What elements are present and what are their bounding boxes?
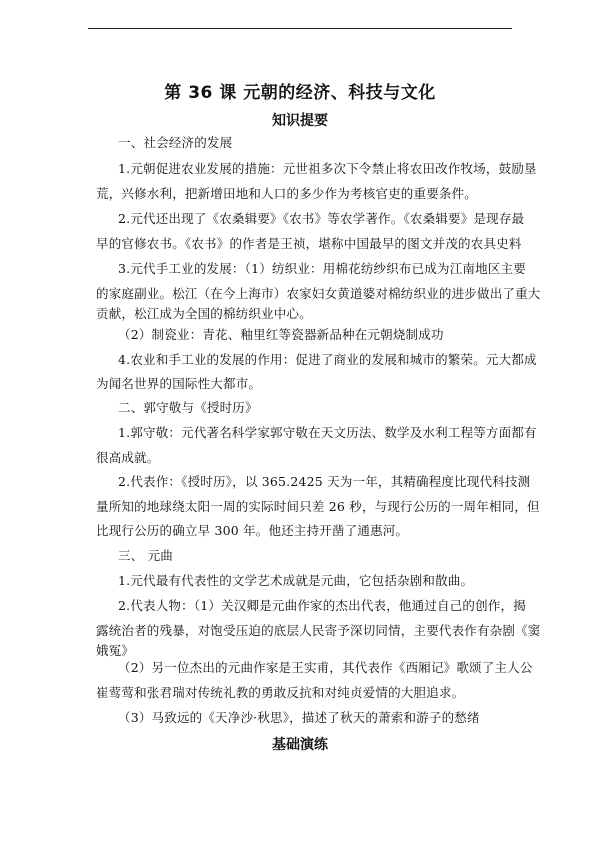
paragraph-line: 2.元代还出现了《农桑辑要》《农书》等农学著作。《农桑辑要》是现存最	[118, 211, 525, 226]
paragraph-line: 崔莺莺和张君瑞对传统礼教的勇敢反抗和对纯贞爱情的大胆追求。	[96, 685, 465, 700]
footer-heading: 基础演练	[272, 737, 328, 753]
paragraph-line: 量所知的地球绕太阳一周的实际时间只差 26 秒，与现行公历的一周年相同，但	[96, 499, 540, 514]
paragraph-line: 3.元代手工业的发展：（1）纺织业：用棉花纺纱织布已成为江南地区主要	[118, 261, 526, 276]
paragraph-line: 露统治者的残暴，对饱受压迫的底层人民寄予深切同情，主要代表作有杂剧《窦	[96, 623, 541, 638]
paragraph-line: 4.农业和手工业的发展的作用：促进了商业的发展和城市的繁荣。元大都成	[118, 352, 537, 367]
page-title: 第 36 课 元朝的经济、科技与文化	[164, 83, 436, 103]
paragraph-line: 很高成就。	[96, 450, 160, 465]
paragraph-line: 三、 元曲	[118, 548, 173, 563]
paragraph-line: （3）马致远的《天净沙·秋思》，描述了秋天的萧索和游子的愁绪	[118, 710, 480, 725]
paragraph-line: 2.代表人物：（1）关汉卿是元曲作家的杰出代表，他通过自己的创作，揭	[118, 598, 526, 613]
paragraph-line: 1.郭守敬：元代著名科学家郭守敬在天文历法、数学及水利工程等方面都有	[118, 425, 537, 440]
paragraph-line: 一、社会经济的发展	[118, 135, 233, 150]
paragraph-line: 的家庭副业。松江（在今上海市）农家妇女黄道婆对棉纺织业的进步做出了重大	[96, 286, 541, 301]
paragraph-line: 二、郭守敬与《授时历》	[118, 400, 258, 415]
paragraph-line: 1.元朝促进农业发展的措施：元世祖多次下令禁止将农田改作牧场，鼓励垦	[118, 161, 537, 176]
paragraph-line: 比现行公历的确立早 300 年。他还主持开凿了通惠河。	[96, 523, 409, 538]
section-heading: 知识提要	[272, 113, 328, 129]
paragraph-line: 2.代表作：《授时历》，以 365.2425 天为一年，其精确程度比现代科技测	[118, 474, 531, 489]
paragraph-line: （2）制瓷业：青花、釉里红等瓷器新品种在元朝烧制成功	[118, 327, 444, 342]
top-rule	[88, 28, 512, 29]
paragraph-line: （2）另一位杰出的元曲作家是王实甫，其代表作《西厢记》歌颂了主人公	[118, 660, 533, 675]
paragraph-line: 荒，兴修水利，把新增田地和人口的多少作为考核官吏的重要条件。	[96, 186, 478, 201]
paragraph-line: 早的官修农书。《农书》的作者是王祯，堪称中国最早的图文并茂的农具史料	[96, 236, 522, 251]
paragraph-line: 为闻名世界的国际性大都市。	[96, 376, 262, 391]
paragraph-line: 贡献，松江成为全国的棉纺织业中心。	[96, 306, 312, 321]
paragraph-line: 娥冤》	[96, 643, 135, 658]
paragraph-line: 1.元代最有代表性的文学艺术成就是元曲，它包括杂剧和散曲。	[118, 573, 474, 588]
